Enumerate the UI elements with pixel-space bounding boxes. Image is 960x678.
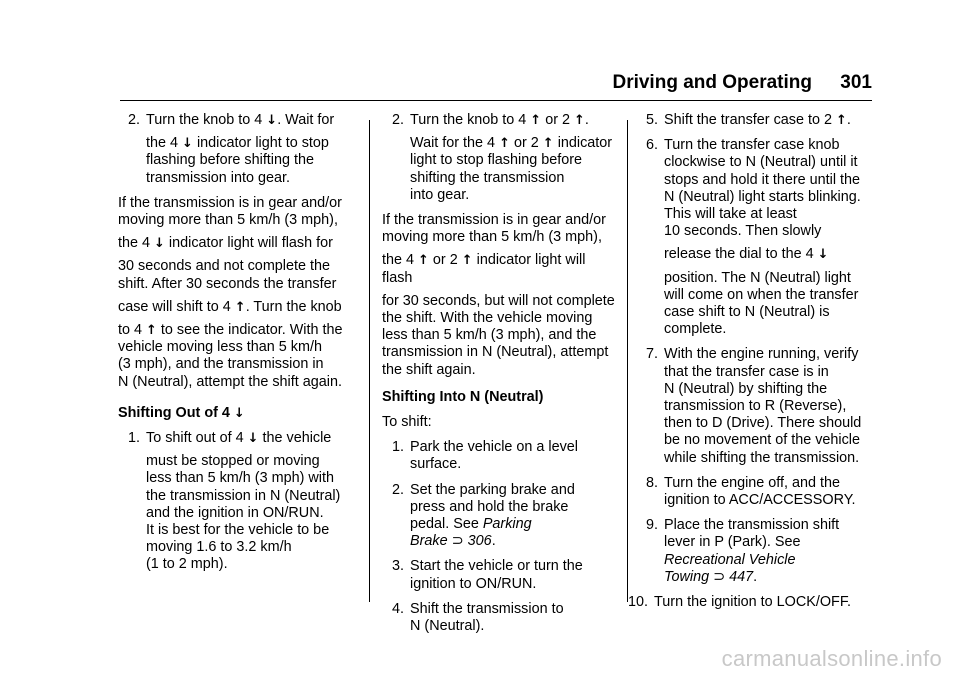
page-ref-icon: ⊃ (451, 533, 464, 550)
text: indicator light will flash for (168, 235, 333, 252)
step-text (664, 346, 874, 466)
step-number: 7. (646, 346, 659, 363)
text: for 30 seconds, but will not complete (382, 292, 615, 309)
text: (3 mph), and the transmission in (118, 356, 324, 373)
watermark: carmanualsonline.info (721, 646, 942, 671)
cross-reference-link[interactable]: Parking (482, 516, 532, 533)
text: be no movement of the vehicle (664, 432, 861, 449)
text: ignition to ON/RUN. (410, 575, 537, 592)
text: to see the indicator. With the (160, 322, 343, 339)
arrow-up-icon: ↑ (499, 136, 510, 152)
text: Turn the knob to 4 (410, 112, 527, 128)
text: stops and hold it there until the (664, 171, 861, 188)
list-item (382, 601, 618, 635)
step-text (664, 475, 874, 509)
text: the shift again. (382, 361, 476, 378)
step-text (410, 439, 618, 473)
text: shifting the transmission (410, 169, 565, 186)
cross-reference-link[interactable]: Towing (664, 568, 710, 585)
paragraph: To shift: (382, 414, 432, 431)
text: press and hold the brake (410, 498, 569, 515)
text: . Wait for (277, 112, 335, 128)
text: and the ignition in ON/RUN. (146, 504, 324, 521)
text: If the transmission is in gear and/or (382, 212, 606, 229)
step-number: 5. (646, 112, 659, 128)
text: the 4 (382, 252, 415, 269)
text: the 4 (146, 135, 179, 152)
arrow-down-icon: ↓ (247, 431, 259, 447)
step-text (410, 558, 618, 592)
text: 30 seconds and not complete the (118, 258, 331, 275)
text: N (Neutral), attempt the shift again. (118, 373, 342, 390)
text: indicator light to stop (196, 135, 329, 152)
text: flashing before shifting the (146, 152, 315, 169)
step-text (146, 112, 354, 187)
text: Place the transmission shift (664, 517, 840, 534)
text: or 2 (545, 112, 570, 128)
arrow-down-icon: ↓ (266, 113, 278, 128)
text: the 4 (118, 235, 151, 252)
step-number: 2. (392, 112, 405, 128)
step-text (410, 601, 618, 635)
text: Shift the transfer case to 2 (664, 112, 832, 128)
text: the transmission in N (Neutral) (146, 487, 341, 504)
page-ref-icon: ⊃ (713, 568, 726, 585)
step-number: 8. (646, 474, 659, 491)
paragraph (118, 195, 354, 391)
text: With the engine running, verify (664, 346, 859, 363)
arrow-up-icon: ↑ (574, 113, 585, 128)
step-text (664, 137, 874, 338)
cross-reference-link[interactable]: Brake (410, 533, 448, 550)
arrow-up-icon: ↑ (146, 323, 157, 339)
text: indicator light will flash (382, 252, 586, 286)
text: To shift out of 4 (146, 430, 244, 447)
arrow-up-icon: ↑ (461, 253, 473, 269)
text: indicator (557, 135, 613, 152)
text: or 2 (432, 252, 458, 269)
list-item (382, 439, 618, 473)
step-text (410, 482, 618, 551)
text: . (846, 112, 851, 128)
list-item (382, 558, 618, 592)
text: ignition to ACC/ACCESSORY. (664, 492, 856, 509)
text: transmission into gear. (146, 169, 290, 186)
text: This will take at least (664, 206, 797, 223)
text: transmission to R (Reverse), (664, 398, 847, 415)
arrow-down-icon: ↓ (233, 405, 245, 421)
arrow-up-icon: ↑ (530, 113, 542, 128)
cross-reference-link[interactable]: Recreational Vehicle (664, 551, 796, 568)
text: the vehicle (262, 430, 332, 447)
step-number: 10. (628, 594, 649, 611)
text: . (753, 568, 758, 585)
text: will come on when the transfer (664, 286, 859, 303)
column-2 (382, 112, 618, 643)
text: . Turn the knob (245, 298, 342, 315)
text: to 4 (118, 322, 143, 339)
text: Set the parking brake and (410, 481, 575, 498)
text: while shifting the transmission. (664, 449, 860, 466)
column-divider-left (369, 120, 370, 602)
page-number: 301 (840, 72, 872, 93)
text: Turn the knob to 4 (146, 112, 263, 128)
page-ref-number[interactable]: 447 (729, 568, 754, 585)
text: If the transmission is in gear and/or (118, 194, 342, 211)
text: Start the vehicle or turn the (410, 558, 583, 575)
list-item (628, 594, 874, 611)
text: N (Neutral). (410, 618, 485, 635)
list-item (628, 137, 874, 338)
list-item (628, 517, 874, 586)
step-text (410, 112, 618, 204)
arrow-up-icon: ↑ (418, 253, 429, 269)
arrow-down-icon: ↓ (817, 247, 829, 263)
section-heading (118, 405, 354, 422)
step-number: 3. (392, 558, 405, 575)
text: . (584, 112, 589, 128)
text: or 2 (513, 135, 539, 152)
text: N (Neutral) by shifting the (664, 380, 828, 397)
text: Turn the engine off, and the (664, 474, 841, 491)
text: Shifting Out of 4 (118, 404, 230, 421)
list-item (382, 482, 618, 551)
text: surface. (410, 456, 462, 473)
step-number: 2. (392, 481, 405, 498)
text: pedal. See (410, 516, 479, 533)
text: the shift. With the vehicle moving (382, 310, 593, 327)
list-item (628, 475, 874, 509)
text: case will shift to 4 (118, 298, 231, 315)
step-number: 4. (392, 600, 405, 617)
list-item (628, 346, 874, 466)
column-1 (118, 112, 354, 582)
text: Wait for the 4 (410, 135, 496, 152)
text: moving more than 5 km/h (3 mph), (382, 229, 602, 246)
arrow-up-icon: ↑ (836, 113, 847, 128)
text: that the transfer case is in (664, 363, 829, 380)
text: clockwise to N (Neutral) until it (664, 154, 858, 171)
text: moving 1.6 to 3.2 km/h (146, 539, 292, 556)
text: light to stop flashing before (410, 152, 583, 169)
step-text (664, 517, 874, 586)
text: Park the vehicle on a level (410, 439, 579, 456)
list-item (628, 112, 874, 129)
text: case shift to N (Neutral) is (664, 304, 830, 321)
arrow-up-icon: ↑ (234, 299, 246, 315)
text: N (Neutral) light starts blinking. (664, 188, 861, 205)
text: (1 to 2 mph). (146, 556, 228, 573)
page-header-title: Driving and Operating (612, 72, 812, 93)
arrow-down-icon: ↓ (182, 136, 193, 152)
text: shift. After 30 seconds the transfer (118, 275, 337, 292)
text: . (491, 533, 496, 550)
list-item (118, 112, 354, 187)
arrow-down-icon: ↓ (154, 236, 165, 252)
text: must be stopped or moving (146, 453, 320, 470)
text: then to D (Drive). There should (664, 415, 862, 432)
text: moving more than 5 km/h (3 mph), (118, 212, 338, 229)
text: into gear. (410, 186, 470, 203)
text: 10 seconds. Then slowly (664, 223, 822, 240)
text: lever in P (Park). See (664, 534, 801, 551)
text: vehicle moving less than 5 km/h (118, 339, 322, 356)
text: less than 5 km/h (3 mph), and the (382, 327, 597, 344)
section-heading: Shifting Into N (Neutral) (382, 388, 544, 405)
text: It is best for the vehicle to be (146, 522, 330, 539)
step-number: 9. (646, 517, 659, 534)
text: complete. (664, 321, 727, 338)
step-number: 6. (646, 137, 659, 154)
arrow-up-icon: ↑ (542, 136, 554, 152)
column-3 (628, 112, 874, 619)
step-number: 2. (128, 112, 141, 128)
paragraph (382, 212, 618, 379)
step-text (146, 430, 354, 574)
step-number: 1. (128, 430, 141, 447)
page-ref-number[interactable]: 306 (467, 533, 492, 550)
header-rule (120, 100, 872, 101)
step-text: Turn the ignition to LOCK/OFF. (654, 594, 852, 611)
step-number: 1. (392, 439, 405, 456)
list-item (382, 112, 618, 204)
text: less than 5 km/h (3 mph) with (146, 470, 334, 487)
text: release the dial to the 4 (664, 246, 814, 263)
text: Turn the transfer case knob (664, 137, 840, 154)
list-item (118, 430, 354, 574)
step-text (664, 112, 874, 129)
text: transmission in N (Neutral), attempt (382, 344, 609, 361)
text: Shift the transmission to (410, 600, 564, 617)
text: position. The N (Neutral) light (664, 269, 851, 286)
